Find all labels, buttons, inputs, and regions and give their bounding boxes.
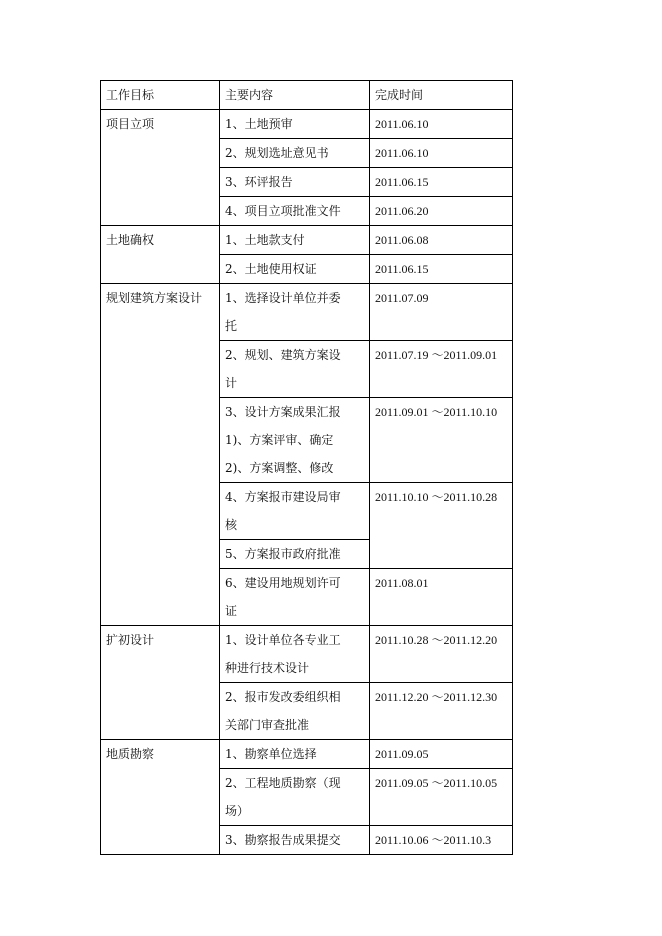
header-goal: 工作目标 xyxy=(101,81,220,110)
content-line: 2、报市发改委组织相 xyxy=(225,690,341,704)
content-line: 2、土地使用权证 xyxy=(225,262,317,276)
content-line: 1、勘察单位选择 xyxy=(225,747,317,761)
completion-time-cell: 2011.06.10 xyxy=(370,110,513,139)
completion-time-cell: 2011.09.05 ～2011.10.05 xyxy=(370,769,513,826)
header-time: 完成时间 xyxy=(370,81,513,110)
content-line: 2、工程地质勘察（现 xyxy=(225,776,341,790)
content-cell xyxy=(220,540,370,569)
completion-time-cell: 2011.09.01 ～2011.10.10 xyxy=(370,398,513,483)
completion-time-cell: 2011.10.06 ～2011.10.3 xyxy=(370,826,513,855)
content-line: 4、项目立项批准文件 xyxy=(225,204,341,218)
completion-time-cell: 2011.08.01 xyxy=(370,569,513,626)
content-cell xyxy=(220,483,370,540)
table-row xyxy=(101,740,513,769)
work-plan-table xyxy=(100,80,513,855)
content-line: 5、方案报市政府批准 xyxy=(225,547,341,561)
content-line: 3、环评报告 xyxy=(225,175,293,189)
completion-time-cell: 2011.06.20 xyxy=(370,197,513,226)
content-line: 1、选择设计单位并委 xyxy=(225,291,341,305)
content-cell xyxy=(220,197,370,226)
content-line: 3、勘察报告成果提交 xyxy=(225,833,341,847)
completion-time-cell: 2011.10.10 ～2011.10.28 xyxy=(370,483,513,569)
content-line: 核 xyxy=(225,518,238,532)
work-goal-cell: 扩初设计 xyxy=(101,626,220,740)
completion-time-cell: 2011.07.09 xyxy=(370,284,513,341)
content-line: 2、规划选址意见书 xyxy=(225,146,329,160)
content-line: 种进行技术设计 xyxy=(225,661,310,675)
work-goal-cell: 规划建筑方案设计 xyxy=(101,284,220,626)
completion-time-cell: 2011.06.15 xyxy=(370,168,513,197)
content-cell xyxy=(220,740,370,769)
content-cell xyxy=(220,769,370,826)
content-cell xyxy=(220,110,370,139)
work-goal-cell: 地质勘察 xyxy=(101,740,220,855)
work-goal-cell: 土地确权 xyxy=(101,226,220,284)
table-row xyxy=(101,110,513,139)
content-cell xyxy=(220,341,370,398)
content-line: 6、建设用地规划许可 xyxy=(225,576,341,590)
content-cell xyxy=(220,569,370,626)
content-cell xyxy=(220,284,370,341)
content-line: 托 xyxy=(225,319,238,333)
content-cell xyxy=(220,168,370,197)
table-row xyxy=(101,226,513,255)
completion-time-cell: 2011.06.10 xyxy=(370,139,513,168)
content-cell xyxy=(220,398,370,483)
completion-time-cell: 2011.06.08 xyxy=(370,226,513,255)
content-line: 关部门审查批准 xyxy=(225,718,310,732)
content-line: 1、土地款支付 xyxy=(225,233,305,247)
table-row xyxy=(101,626,513,683)
content-line: 计 xyxy=(225,376,238,390)
content-line: 1)、方案评审、确定 xyxy=(225,433,334,447)
content-line: 4、方案报市建设局审 xyxy=(225,490,341,504)
content-cell xyxy=(220,139,370,168)
content-line: 2)、方案调整、修改 xyxy=(225,461,334,475)
work-goal-cell: 项目立项 xyxy=(101,110,220,226)
table-row xyxy=(101,284,513,341)
content-line: 场） xyxy=(225,804,250,818)
content-line: 1、设计单位各专业工 xyxy=(225,633,341,647)
completion-time-cell: 2011.06.15 xyxy=(370,255,513,284)
content-cell xyxy=(220,826,370,855)
completion-time-cell: 2011.10.28 ～2011.12.20 xyxy=(370,626,513,683)
completion-time-cell: 2011.07.19 ～2011.09.01 xyxy=(370,341,513,398)
content-line: 1、土地预审 xyxy=(225,117,293,131)
completion-time-cell: 2011.12.20 ～2011.12.30 xyxy=(370,683,513,740)
content-line: 证 xyxy=(225,604,238,618)
header-content: 主要内容 xyxy=(220,81,370,110)
table-header-row xyxy=(101,81,513,110)
content-cell xyxy=(220,226,370,255)
content-line: 3、设计方案成果汇报 xyxy=(225,405,341,419)
content-cell xyxy=(220,255,370,284)
completion-time-cell: 2011.09.05 xyxy=(370,740,513,769)
content-cell xyxy=(220,683,370,740)
content-cell xyxy=(220,626,370,683)
content-line: 2、规划、建筑方案设 xyxy=(225,348,341,362)
